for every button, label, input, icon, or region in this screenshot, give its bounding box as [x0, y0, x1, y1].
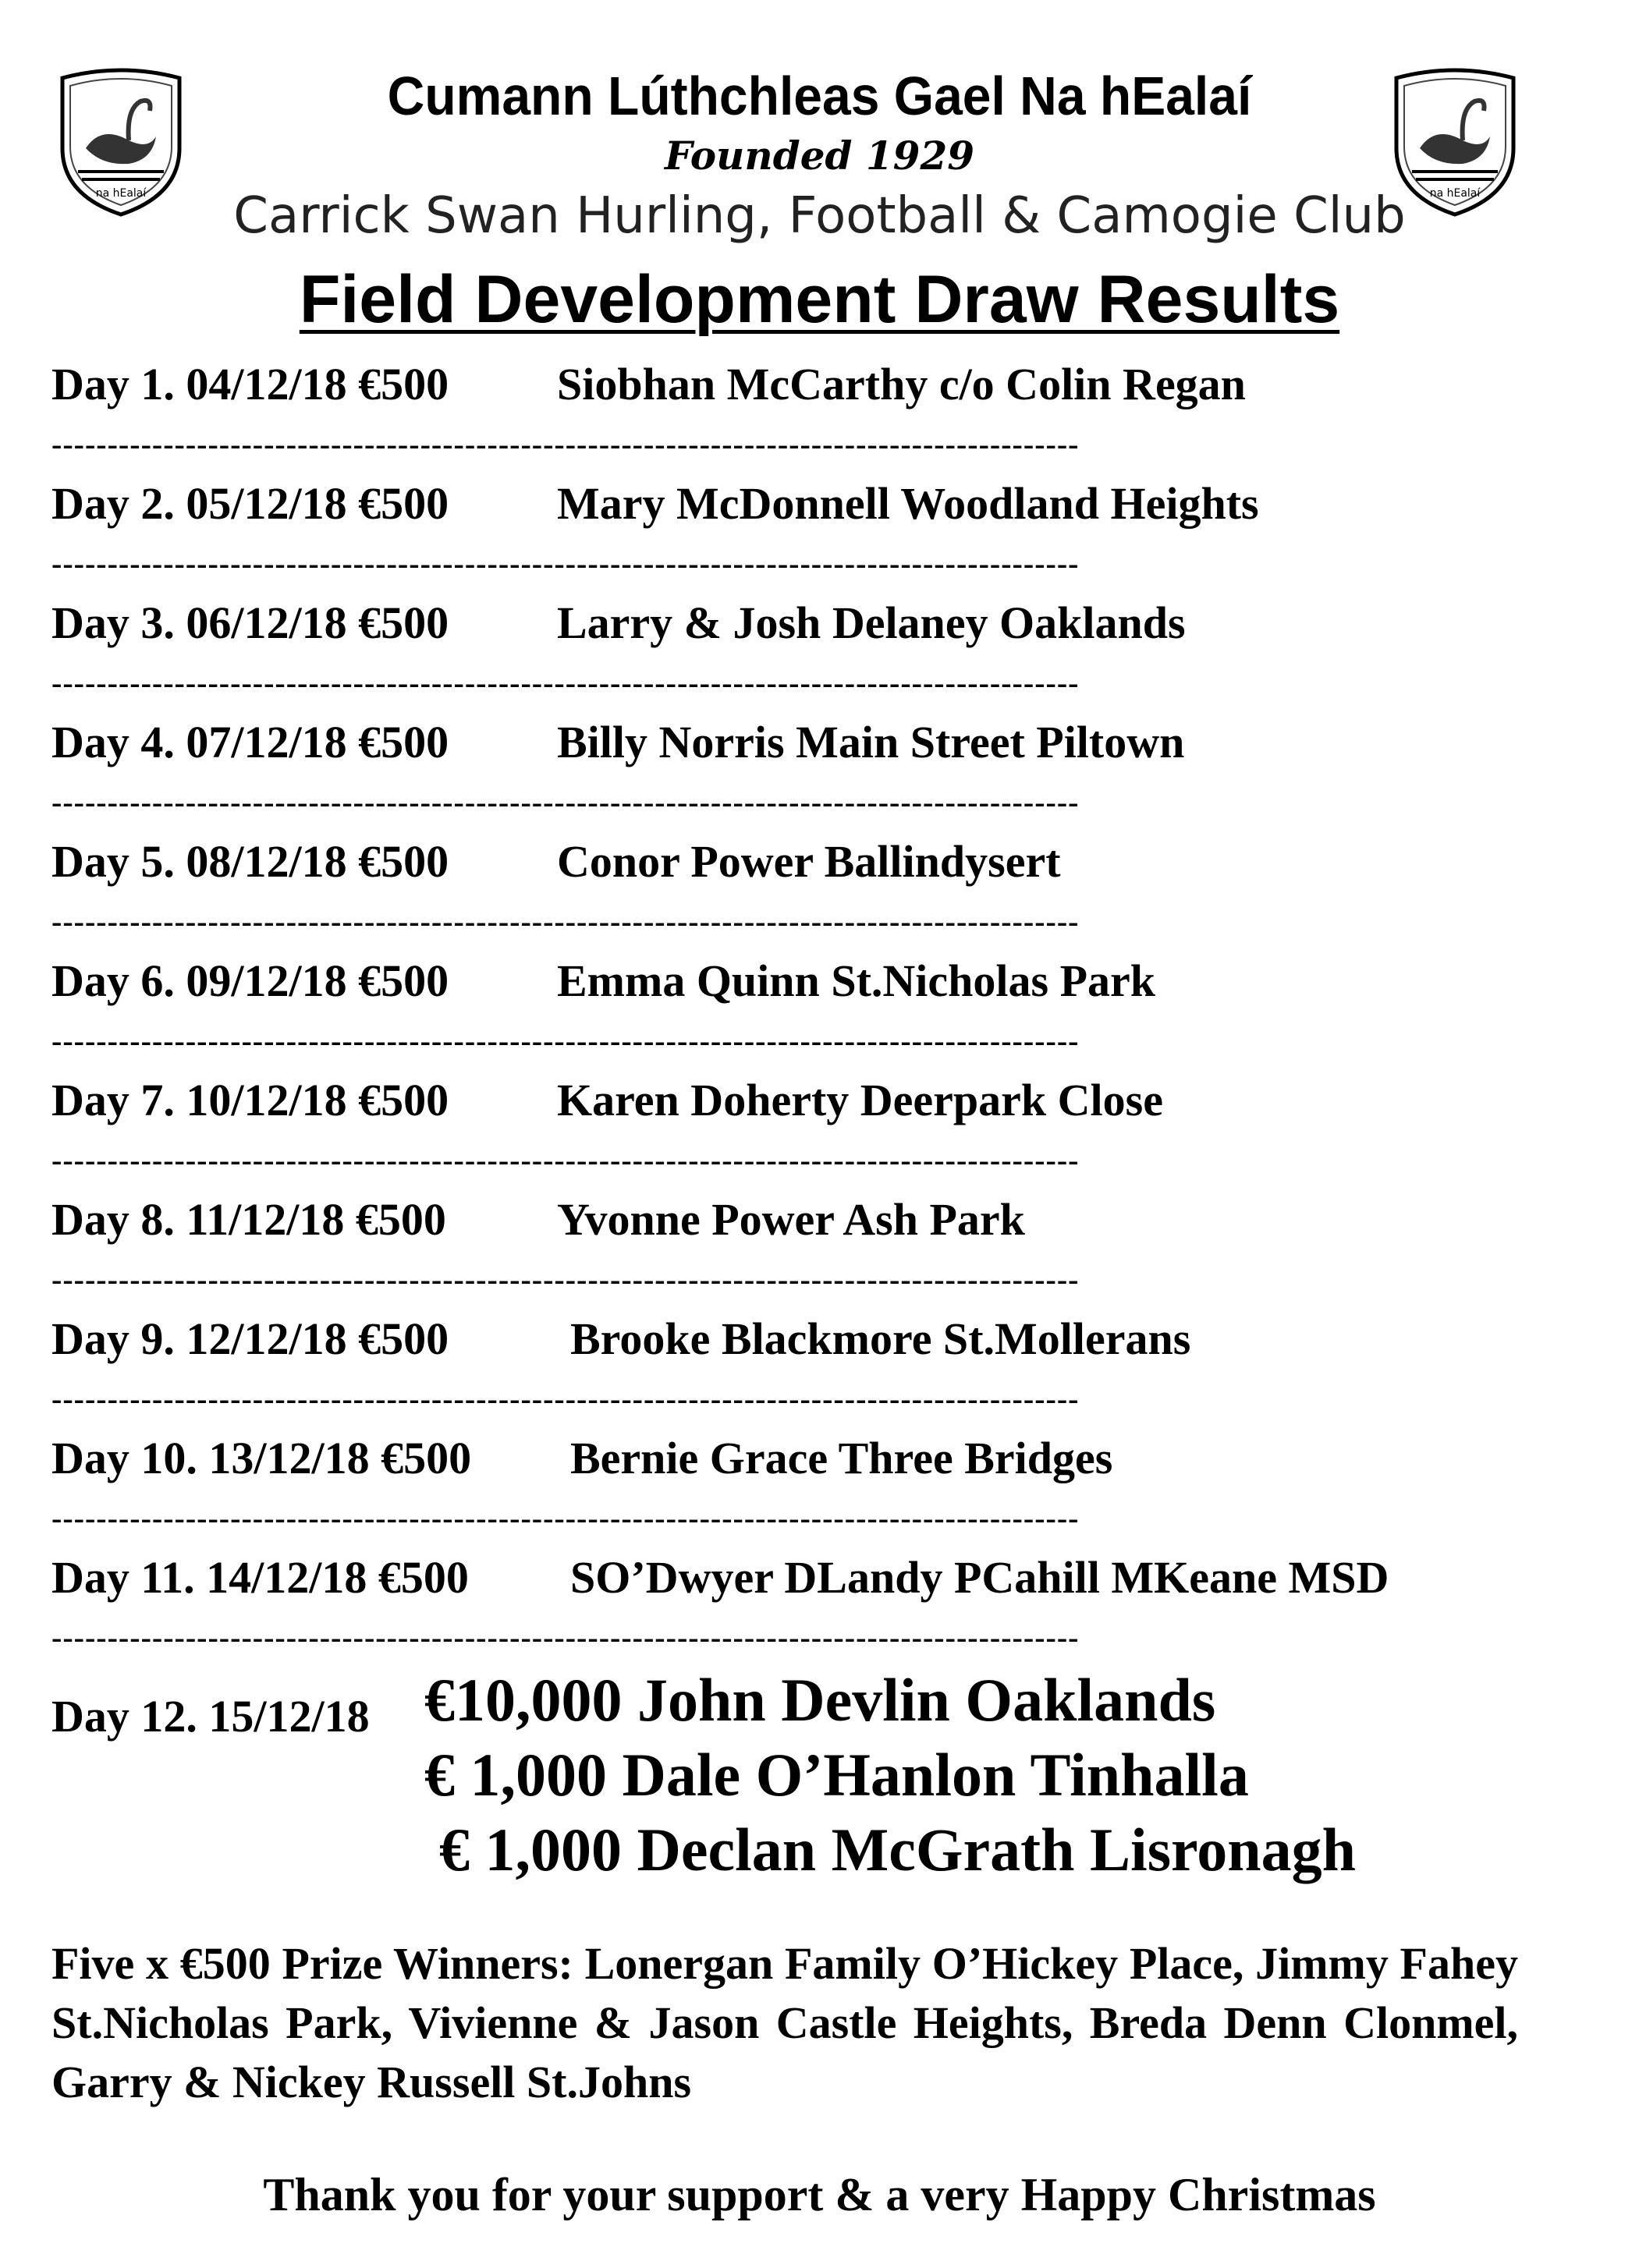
draw-winner: Siobhan McCarthy c/o Colin Regan	[557, 359, 1246, 409]
divider: --------------------------------------------------------------------------------------------	[51, 546, 1080, 581]
org-name: Cumann Lúthchleas Gael Na hEalaí	[387, 66, 1252, 126]
divider: --------------------------------------------------------------------------------------------	[51, 1620, 1080, 1655]
divider: --------------------------------------------------------------------------------------------	[51, 1143, 1080, 1178]
result-row	[51, 594, 1580, 653]
draw-day: Day 4. 07/12/18 €500	[51, 717, 449, 767]
draw-day: Day 7. 10/12/18 €500	[51, 1075, 449, 1125]
draw-winner: Emma Quinn St.Nicholas Park	[557, 955, 1155, 1006]
draw-day: Day 2. 05/12/18 €500	[51, 478, 449, 529]
results-list	[51, 355, 1580, 1667]
divider: --------------------------------------------------------------------------------------------	[51, 665, 1080, 700]
draw-day: Day 5. 08/12/18 €500	[51, 836, 449, 887]
draw-day: Day 1. 04/12/18 €500	[51, 359, 449, 409]
club-name: Carrick Swan Hurling, Football & Camogie Club	[233, 187, 1406, 245]
third-prize: € 1,000 Declan McGrath Lisronagh	[439, 1816, 1357, 1884]
draw-winner: Bernie Grace Three Bridges	[570, 1433, 1113, 1483]
divider: --------------------------------------------------------------------------------------------	[51, 427, 1080, 462]
draw-winner: Brooke Blackmore St.Mollerans	[570, 1313, 1191, 1364]
draw-winner: Mary McDonnell Woodland Heights	[557, 478, 1259, 529]
result-row	[51, 832, 1580, 891]
draw-day: Day 3. 06/12/18 €500	[51, 597, 449, 648]
divider: --------------------------------------------------------------------------------------------	[51, 1023, 1080, 1058]
result-row	[51, 951, 1580, 1011]
result-row	[51, 1309, 1580, 1369]
crest-text: na hEalaí	[95, 187, 147, 200]
draw-winner: Conor Power Ballindysert	[557, 836, 1061, 887]
founded-date: Founded 1929	[664, 133, 975, 179]
draw-winner: Larry & Josh Delaney Oaklands	[557, 597, 1186, 648]
divider: --------------------------------------------------------------------------------------------	[51, 785, 1080, 820]
draw-day: Day 9. 12/12/18 €500	[51, 1313, 449, 1364]
draw-winner: Billy Norris Main Street Piltown	[557, 717, 1185, 767]
divider: --------------------------------------------------------------------------------------------	[51, 1381, 1080, 1416]
crest-text: na hEalaí	[1429, 187, 1481, 200]
result-row	[51, 1548, 1580, 1607]
divider: --------------------------------------------------------------------------------------------	[51, 1501, 1080, 1536]
draw-day: Day 8. 11/12/18 €500	[51, 1194, 446, 1245]
five-prize-winners: Five x €500 Prize Winners: Lonergan Family O’Hickey Place, Jimmy Fahey St.Nicholas Park, Vivienne & Jason Castle Heights, Breda Denn Clonmel, Garry & Nickey Russell St.Johns	[51, 1938, 1518, 2107]
second-prize: € 1,000 Dale O’Hanlon Tinhalla	[424, 1741, 1249, 1809]
draw-winner: Karen Doherty Deerpark Close	[557, 1075, 1163, 1125]
swan-crest-logo	[1389, 62, 1521, 218]
draw-day: Day 11. 14/12/18 €500	[51, 1552, 469, 1603]
divider: --------------------------------------------------------------------------------------------	[51, 904, 1080, 939]
draw-winner: SO’Dwyer DLandy PCahill MKeane MSD	[570, 1552, 1389, 1603]
letterhead	[0, 31, 1639, 265]
divider: --------------------------------------------------------------------------------------------	[51, 1262, 1080, 1297]
document-title: Field Development Draw Results	[299, 262, 1340, 337]
result-row	[51, 355, 1580, 414]
draw-winner: Yvonne Power Ash Park	[557, 1194, 1025, 1245]
draw-day: Day 10. 13/12/18 €500	[51, 1433, 472, 1483]
result-row	[51, 1071, 1580, 1130]
result-row	[51, 1429, 1580, 1488]
final-draw-day: Day 12. 15/12/18	[51, 1691, 370, 1742]
draw-day: Day 6. 09/12/18 €500	[51, 955, 449, 1006]
result-row	[51, 1190, 1580, 1249]
top-prize: €10,000 John Devlin Oaklands	[424, 1666, 1216, 1734]
result-row	[51, 474, 1580, 533]
result-row	[51, 713, 1580, 772]
thank-you-message: Thank you for your support & a very Happy Christmas	[263, 2169, 1376, 2220]
